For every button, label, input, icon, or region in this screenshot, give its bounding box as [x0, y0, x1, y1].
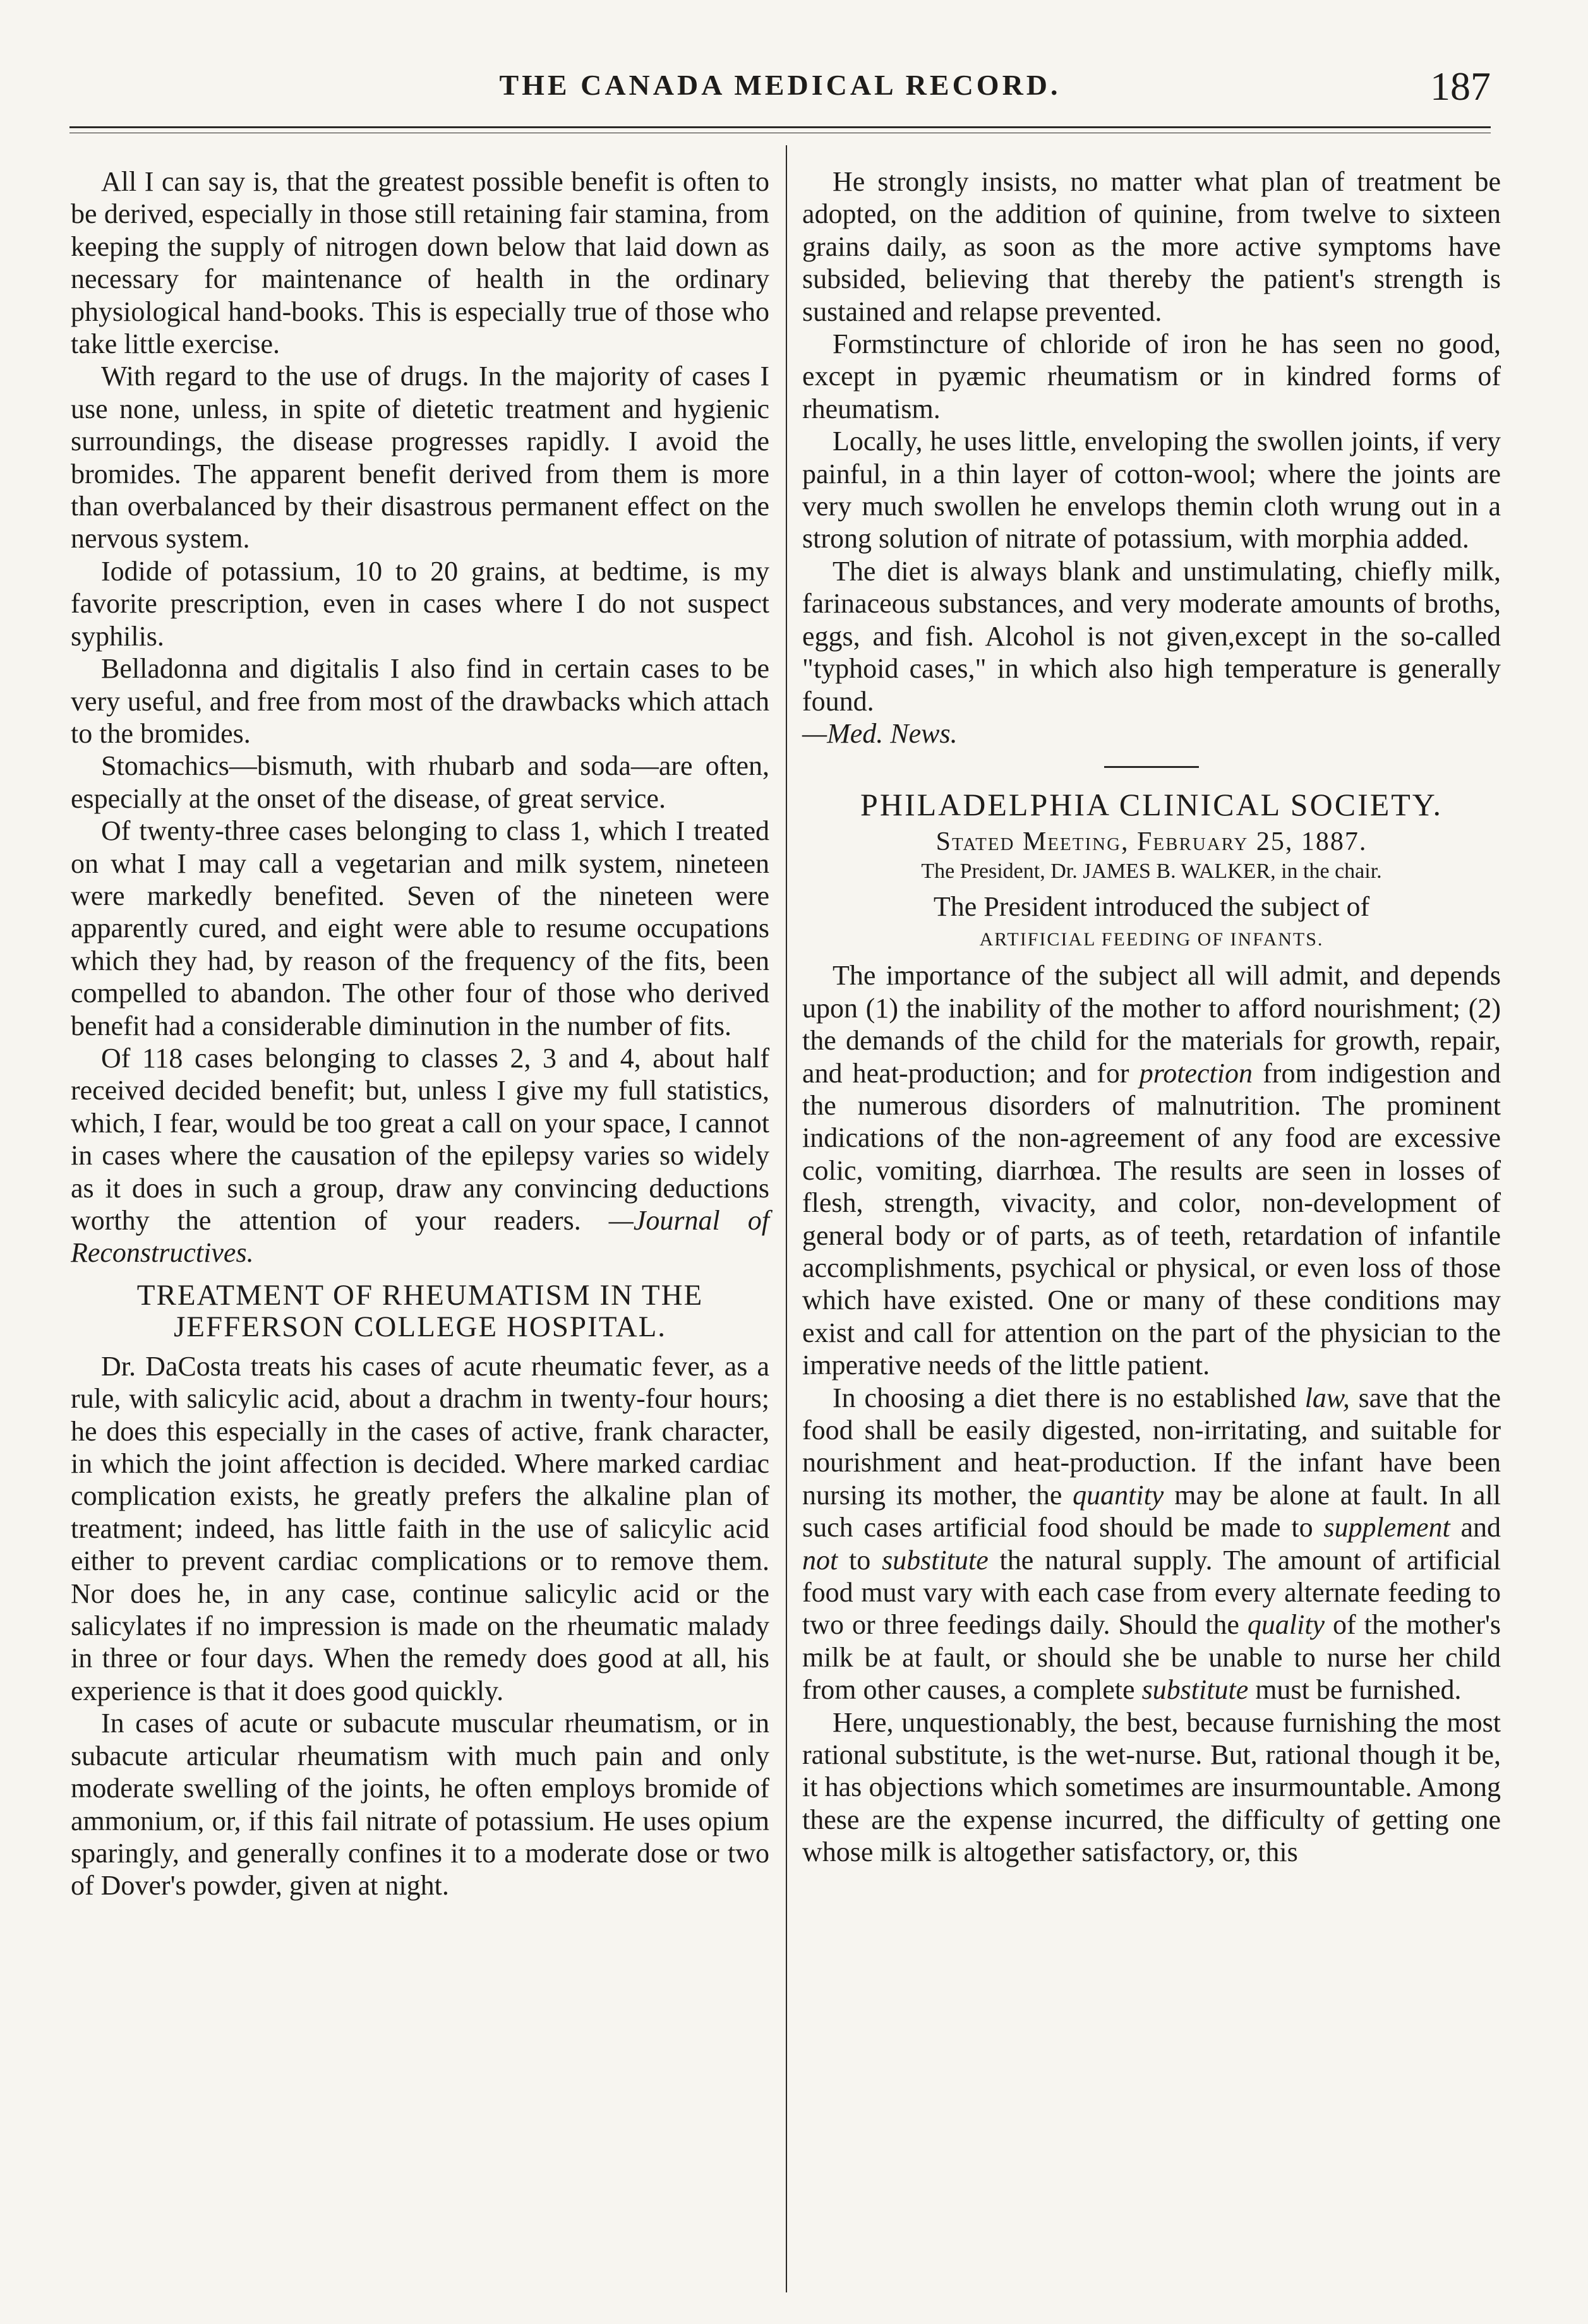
subject-heading: ARTIFICIAL FEEDING OF INFANTS. [979, 929, 1324, 950]
paragraph-quinine: He strongly insists, no matter what plan of treatment be adopted, on the addition of quinine, from twelve to sixteen grains daily, as soon as the more active symptoms have subsided, believing that thereby the patient's strength is sustained and relapse prevented. [802, 166, 1501, 327]
source-line [802, 717, 1501, 750]
paragraph-stomachics: Stomachics—bismuth, with rhubarb and soda—are often, especially at the onset of the disease, of great service. [71, 750, 769, 814]
text-run: and [1460, 1512, 1501, 1543]
paragraph-dacosta: Dr. DaCosta treats his cases of acute rheumatic fever, as a rule, with salicylic acid, about a drachm in twenty-four hours; he does this especially in the cases of active, frank character, in which the joint affection is decided. Where marked cardiac complication exists, he greatly prefers the alkaline plan of treatment; indeed, has little faith in the use of salicylic acid either to prevent cardiac complications or to remove them. Nor does he, in any case, continue salicylic acid or the salicylates if no impression is made on the rheumatic malady in three or four days. When the remedy does good at all, his experience is that it does good quickly. [71, 1350, 769, 1706]
text-run: save that the food shall be easily digested, non-irritating, and suitable for nourishment and heat-production. If the infant have been nursing its mother, the [802, 1382, 1501, 1511]
emphasis: quantity [1073, 1479, 1164, 1511]
emphasis: quality [1247, 1609, 1325, 1641]
text-run: must be furnished. [1255, 1674, 1462, 1706]
text-run: the natural supply. The amount of artificial food must vary with each case from every alternate feeding to two or three feedings daily. Should the [802, 1544, 1501, 1641]
paragraph-choosing-diet [802, 1382, 1501, 1706]
text-run: The importance of the subject all will admit, and depends upon (1) the inability of the mother to afford nourishment; (2) the demands of the child for the materials for growth, repair, and heat-production; and for [802, 960, 1501, 1089]
paragraph-diet [802, 555, 1501, 717]
running-title: THE CANADA MEDICAL RECORD. [499, 69, 1061, 101]
paragraph-text: Of 118 cases belonging to classes 2, 3 and 4, about half received decided benefit; but, unless I give my full statistics, which, I fear, would be too great a call on your space, I cannot in cases where the causation of the epilepsy varies so widely as it does in such a group, draw any convincing deductions worthy the attention of your readers. [71, 1042, 769, 1236]
intro-line: The President introduced the subject of [933, 891, 1370, 923]
page-number: 187 [1430, 64, 1491, 109]
text-run: of the mother's milk be at fault, or should she be unable to nurse her child from other causes, a complete [802, 1609, 1501, 1706]
section-heading-rheumatism: TREATMENT OF RHEUMATISM IN THE JEFFERSON COLLEGE HOSPITAL. [136, 1278, 704, 1343]
chair-line: The President, Dr. JAMES B. WALKER, in the chair. [921, 860, 1382, 883]
paragraph-iodide: Iodide of potassium, 10 to 20 grains, at bedtime, is my favorite prescription, even in cases where I do not suspect syphilis. [71, 555, 769, 652]
right-column [802, 165, 1501, 1869]
running-head [69, 63, 1491, 114]
paragraph-nitrogen: All I can say is, that the greatest possible benefit is often to be derived, especially in those still retaining fair stamina, from keeping the supply of nitrogen down below that laid down as necessary for maintenance of health in the ordinary physiological hand-books. This is especially true of those who take little exercise. [71, 166, 769, 360]
paragraph-importance [802, 959, 1501, 1381]
emphasis: protection [1139, 1057, 1253, 1089]
paragraph-wet-nurse: Here, unquestionably, the best, because furnishing the most rational substitute, is the wet-nurse. But, rational though it be, it has objections which sometimes are insurmountable. Among these are the expense incurred, the difficulty of getting one whose milk is altogether satisfactory, or, this [802, 1706, 1501, 1868]
paragraph-iron: Formstincture of chloride of iron he has seen no good, except in pyæmic rheumatism or in kindred forms of rheumatism. [802, 328, 1501, 424]
left-column [71, 165, 769, 1902]
paragraph-locally: Locally, he uses little, enveloping the swollen joints, if very painful, in a thin layer of cotton-wool; where the joints are very much swollen he envelops themin cloth wrung out in a strong solution of nitrate of potassium, with morphia added. [802, 426, 1501, 554]
source-citation: —Med. News. [802, 717, 958, 749]
emphasis: law, [1304, 1382, 1350, 1413]
section-separator [1104, 766, 1199, 768]
text-run: In choosing a diet there is no established [833, 1382, 1296, 1413]
header-rule [69, 126, 1491, 128]
emphasis: substitute [1141, 1674, 1249, 1706]
paragraph-class-one: Of twenty-three cases belonging to class 1, which I treated on what I may call a vegetarian and milk system, nineteen were markedly benefited. Seven of the nineteen were apparently cured, and eight were able to resume occupations which they had, by reason of the frequency of the fits, been compelled to abandon. The other four of those who derived benefit had a considerable diminution in the number of fits. [71, 815, 769, 1041]
emphasis: not [802, 1544, 838, 1576]
text-run: from indigestion and the numerous disorders of malnutrition. The prominent indications of the non-agreement of any food are excessive colic, vomiting, diarrhœa. The results are seen in losses of flesh, strength, vivacity, and color, non-development of general body or of parts, as of teeth, retardation of infantile accomplishments, psychical or physical, or even loss of those which have existed. One or many of these conditions may exist and call for attention on the part of the physician to the imperative needs of the little patient. [802, 1057, 1501, 1381]
text-run: may be alone at fault. In all such cases artificial food should be made to [802, 1479, 1501, 1543]
society-heading: PHILADELPHIA CLINICAL SOCIETY. [860, 787, 1443, 823]
paragraph-classes-two-four [71, 1042, 769, 1269]
column-divider [786, 145, 787, 2292]
emphasis: substitute [882, 1544, 989, 1576]
text-run: to [849, 1544, 871, 1576]
source-citation: —Journal of Reconstructives. [71, 1205, 770, 1269]
paragraph-text: The diet is always blank and unstimulating, chiefly milk, farinaceous substances, and very moderate amounts of broths, eggs, and fish. Alcohol is not given,except in the so-called "typhoid cases," in which also high temperature is generally found. [802, 555, 1501, 717]
emphasis: supplement [1323, 1512, 1450, 1543]
paragraph-drugs: With regard to the use of drugs. In the majority of cases I use none, unless, in spite of dietetic treatment and hygienic surroundings, the disease progresses rapidly. I avoid the bromides. The apparent benefit derived from them is more than overbalanced by their disastrous permanent effect on the nervous system. [71, 361, 769, 554]
meeting-line: Stated Meeting, February 25, 1887. [935, 827, 1368, 857]
paragraph-belladonna: Belladonna and digitalis I also find in certain cases to be very useful, and free from most of the drawbacks which attach to the bromides. [71, 653, 769, 749]
paragraph-muscular-rheumatism: In cases of acute or subacute muscular rheumatism, or in subacute articular rheumatism with much pain and only moderate swelling of the joints, he often employs bromide of ammonium, or, if this fail nitrate of potassium. He uses opium sparingly, and generally confines it to a moderate dose or two of Dover's powder, given at night. [71, 1708, 769, 1902]
